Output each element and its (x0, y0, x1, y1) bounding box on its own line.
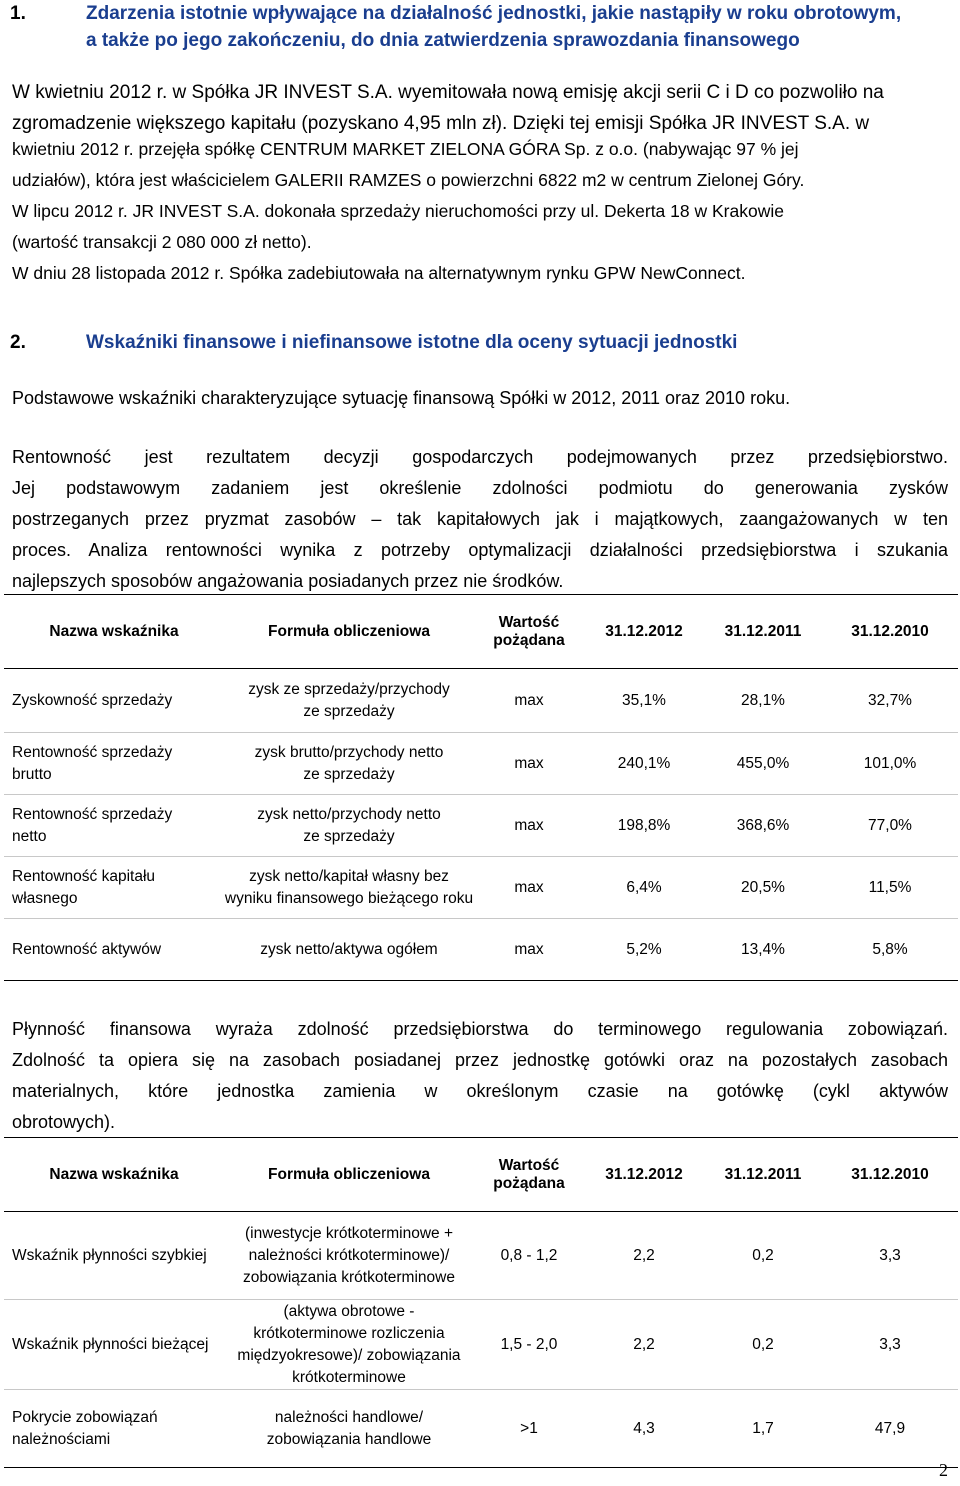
ratio-name (4, 919, 224, 981)
formula-line: (inwestycje krótkoterminowe + (244, 1224, 454, 1242)
value-2011: 0,2 (704, 1212, 822, 1300)
section-1-title (86, 0, 956, 54)
header-2010: 31.12.2010 (822, 1138, 958, 1212)
value-2010: 32,7% (822, 669, 958, 733)
header-name: Nazwa wskaźnika (4, 1138, 224, 1212)
intro-line: W kwietniu 2012 r. w Spółka JR INVEST S.A. wyemitowała nową emisję akcji serii C i D co pozwoliło na (12, 82, 884, 103)
target-value: 1,5 - 2,0 (474, 1300, 584, 1390)
ratio-name-line: Wskaźnik płynności szybkiej (12, 1246, 207, 1264)
value-2012: 2,2 (584, 1300, 704, 1390)
section-1-title-line-2: a także po jego zakończeniu, do dnia zatwierdzenia sprawozdania finansowego (86, 30, 800, 51)
target-value: max (474, 857, 584, 919)
value-2012: 240,1% (584, 733, 704, 795)
header-2012: 31.12.2012 (584, 595, 704, 669)
formula-line: (aktywa obrotowe - (283, 1302, 415, 1320)
header-2010: 31.12.2010 (822, 595, 958, 669)
table-row (4, 1390, 958, 1468)
table-row (4, 795, 958, 857)
header-2011: 31.12.2011 (704, 595, 822, 669)
table-row (4, 857, 958, 919)
value-2012: 2,2 (584, 1212, 704, 1300)
header-2011: 31.12.2011 (704, 1138, 822, 1212)
value-2012: 35,1% (584, 669, 704, 733)
value-2010: 101,0% (822, 733, 958, 795)
paragraph-line: proces. Analiza rentowności wynika z potrzeby optymalizacji działalności przedsiębiorstwa i szukania (12, 540, 948, 560)
table-row (4, 669, 958, 733)
formula-line: zobowiązania krótkoterminowe (243, 1268, 455, 1286)
section-1-intro (12, 77, 948, 139)
value-2011: 13,4% (704, 919, 822, 981)
formula-line: ze sprzedaży (303, 827, 395, 845)
ratio-formula (224, 733, 474, 795)
target-value: max (474, 733, 584, 795)
body-line: W dniu 28 listopada 2012 r. Spółka zadebiutowała na alternatywnym rynku GPW NewConnect. (12, 263, 746, 283)
paragraph-line: postrzeganych przez pryzmat zasobów – tak kapitałowych jak i majątkowych, zaangażowanych w ten (12, 509, 948, 529)
section-2-title: Wskaźniki finansowe i niefinansowe istotne dla oceny sytuacji jednostki (86, 332, 738, 353)
header-2012: 31.12.2012 (584, 1138, 704, 1212)
formula-line: zysk ze sprzedaży/przychody (248, 680, 450, 698)
section-2-heading (10, 329, 950, 357)
value-2012: 6,4% (584, 857, 704, 919)
profitability-table (4, 594, 958, 981)
body-line: W lipcu 2012 r. JR INVEST S.A. dokonała sprzedaży nieruchomości przy ul. Dekerta 18 w Krakowie (12, 201, 784, 221)
section-2-subtitle: Podstawowe wskaźniki charakteryzujące sytuację finansową Spółki w 2012, 2011 oraz 2010 roku. (12, 388, 791, 408)
target-value: max (474, 669, 584, 733)
section-1-heading (10, 0, 950, 56)
header-name: Nazwa wskaźnika (4, 595, 224, 669)
value-2010: 11,5% (822, 857, 958, 919)
ratio-formula (224, 919, 474, 981)
ratio-formula (224, 1212, 474, 1300)
ratio-name (4, 795, 224, 857)
body-line: kwietniu 2012 r. przejęła spółkę CENTRUM MARKET ZIELONA GÓRA Sp. z o.o. (nabywając 97 % jej (12, 139, 799, 159)
formula-line: międzyokresowe)/ zobowiązania (237, 1346, 461, 1364)
ratio-name (4, 1212, 224, 1300)
ratio-name (4, 669, 224, 733)
formula-line: należności krótkoterminowe)/ (248, 1246, 450, 1264)
ratio-formula (224, 1390, 474, 1468)
table-row (4, 1212, 958, 1300)
header-target-line-2: pożądana (493, 1174, 565, 1192)
plynnosc-paragraph (12, 1014, 948, 1138)
ratio-name-line: Rentowność aktywów (12, 940, 162, 958)
header-formula: Formuła obliczeniowa (224, 1138, 474, 1212)
paragraph-line: obrotowych). (12, 1112, 116, 1132)
formula-line: należności handlowe/ (274, 1408, 424, 1426)
formula-line: wyniku finansowego bieżącego roku (224, 889, 474, 907)
ratio-formula (224, 1300, 474, 1390)
paragraph-line: materialnych, które jednostka zamienia w określonym czasie na gotówkę (cykl aktywów (12, 1081, 948, 1101)
body-line: udziałów), która jest właścicielem GALERII RAMZES o powierzchni 6822 m2 w centrum Zielonej Góry. (12, 170, 805, 190)
header-target (474, 1138, 584, 1212)
formula-line: krótkoterminowe (292, 1368, 406, 1386)
header-target (474, 595, 584, 669)
value-2012: 198,8% (584, 795, 704, 857)
value-2012: 4,3 (584, 1390, 704, 1468)
rentownosc-paragraph (12, 442, 948, 597)
value-2010: 47,9 (822, 1390, 958, 1468)
paragraph-line: Rentowność jest rezultatem decyzji gospodarczych podejmowanych przez przedsiębiorstwo. (12, 447, 948, 467)
ratio-name (4, 733, 224, 795)
target-value: max (474, 795, 584, 857)
header-target-line-2: pożądana (493, 631, 565, 649)
formula-line: zysk brutto/przychody netto (254, 743, 444, 761)
formula-line: krótkoterminowe rozliczenia (253, 1324, 445, 1342)
intro-line: zgromadzenie większego kapitału (pozyskano 4,95 mln zł). Dzięki tej emisji Spółka JR INVEST S.A. w (12, 113, 870, 134)
page-number: 2 (939, 1460, 948, 1480)
value-2010: 5,8% (822, 919, 958, 981)
value-2011: 0,2 (704, 1300, 822, 1390)
target-value: 0,8 - 1,2 (474, 1212, 584, 1300)
body-line: (wartość transakcji 2 080 000 zł netto). (12, 232, 312, 252)
ratio-name-line: Rentowność kapitału (12, 867, 156, 885)
ratio-name-line: własnego (12, 889, 78, 907)
ratio-name-line: Rentowność sprzedaży (12, 805, 173, 823)
formula-line: zysk netto/kapitał własny bez (249, 867, 449, 885)
section-1-body (12, 134, 948, 289)
table-header-row (4, 595, 958, 669)
table-row (4, 919, 958, 981)
value-2010: 77,0% (822, 795, 958, 857)
ratio-formula (224, 669, 474, 733)
section-1-title-line-1: Zdarzenia istotnie wpływające na działalność jednostki, jakie nastąpiły w roku obrotowym, (86, 3, 902, 24)
paragraph-line: Płynność finansowa wyraża zdolność przedsiębiorstwa do terminowego regulowania zobowiązań. (12, 1019, 948, 1039)
ratio-name (4, 857, 224, 919)
ratio-name-line: Pokrycie zobowiązań (12, 1408, 158, 1426)
ratio-name-line: netto (12, 827, 47, 845)
value-2011: 28,1% (704, 669, 822, 733)
ratio-name-line: należnościami (12, 1430, 111, 1448)
ratio-name (4, 1300, 224, 1390)
value-2012: 5,2% (584, 919, 704, 981)
table-row (4, 733, 958, 795)
header-target-line-1: Wartość (498, 613, 560, 631)
header-target-line-1: Wartość (498, 1156, 560, 1174)
section-1-number: 1. (10, 3, 26, 24)
formula-line: zobowiązania handlowe (266, 1430, 432, 1448)
ratio-formula (224, 857, 474, 919)
ratio-name (4, 1390, 224, 1468)
value-2011: 1,7 (704, 1390, 822, 1468)
value-2011: 368,6% (704, 795, 822, 857)
header-formula: Formuła obliczeniowa (224, 595, 474, 669)
paragraph-line: Zdolność ta opiera się na zasobach posiadanej przez jednostkę gotówki oraz na pozostałych zasobach (12, 1050, 948, 1070)
liquidity-table (4, 1137, 958, 1468)
value-2011: 20,5% (704, 857, 822, 919)
value-2010: 3,3 (822, 1212, 958, 1300)
formula-line: zysk netto/przychody netto (257, 805, 441, 823)
formula-line: ze sprzedaży (303, 765, 395, 783)
formula-line: ze sprzedaży (303, 702, 395, 720)
table-row (4, 1300, 958, 1390)
section-2-number: 2. (10, 332, 26, 353)
value-2011: 455,0% (704, 733, 822, 795)
formula-line: zysk netto/aktywa ogółem (260, 940, 438, 958)
paragraph-line: najlepszych sposobów angażowania posiadanych przez nie środków. (12, 571, 564, 591)
ratio-name-line: brutto (12, 765, 52, 783)
value-2010: 3,3 (822, 1300, 958, 1390)
paragraph-line: Jej podstawowym zadaniem jest określenie zdolności podmiotu do generowania zysków (12, 478, 948, 498)
ratio-formula (224, 795, 474, 857)
ratio-name-line: Zyskowność sprzedaży (12, 691, 173, 709)
table-header-row (4, 1138, 958, 1212)
ratio-name-line: Rentowność sprzedaży (12, 743, 173, 761)
ratio-name-line: Wskaźnik płynności bieżącej (12, 1335, 209, 1353)
target-value: max (474, 919, 584, 981)
target-value: >1 (474, 1390, 584, 1468)
